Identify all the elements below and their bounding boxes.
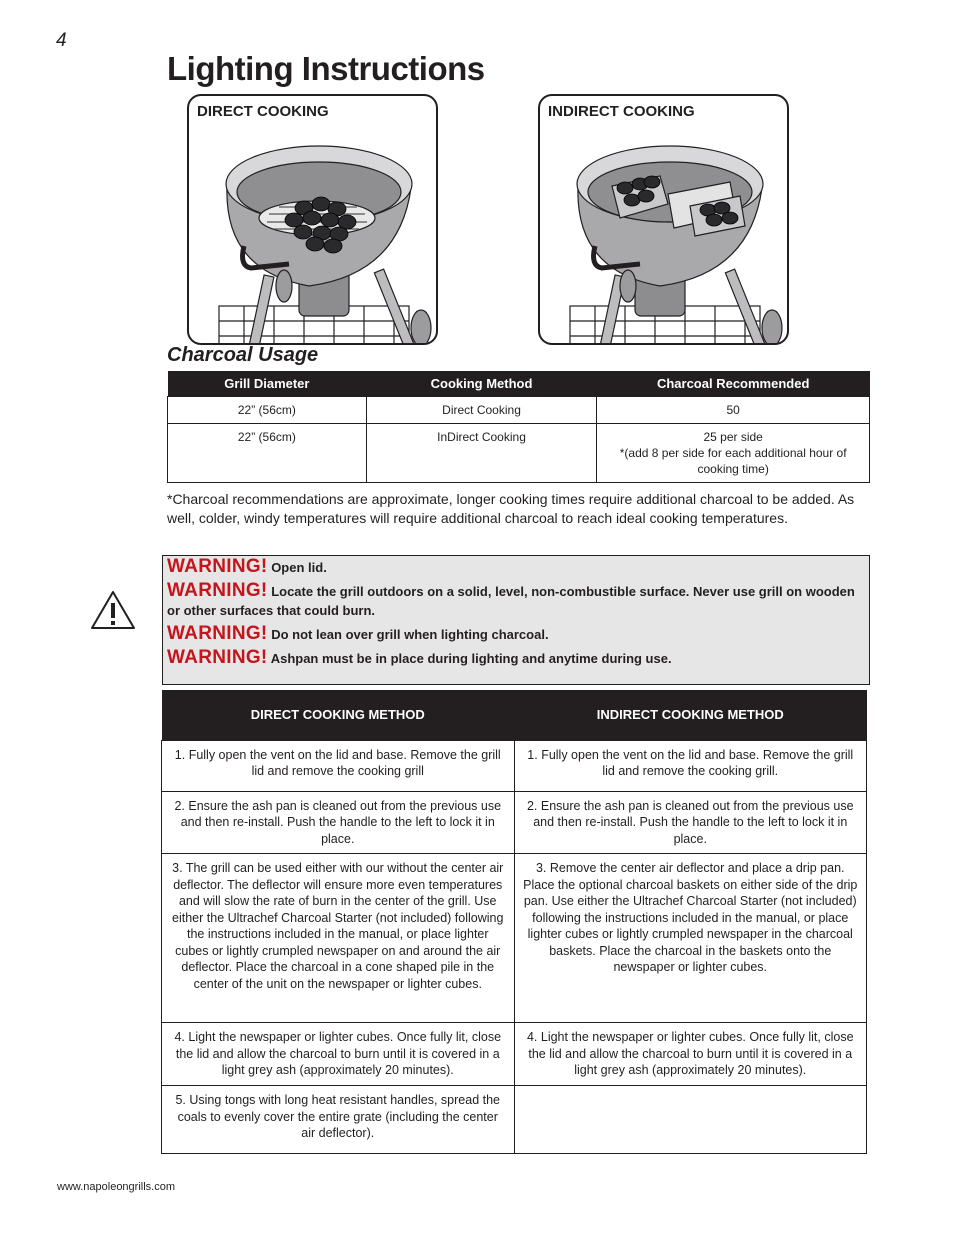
indirect-step: 1. Fully open the vent on the lid and base. Remove the grill lid and remove the cooking grill. [514, 740, 867, 791]
column-header: Charcoal Recommended [597, 371, 870, 396]
warning-text: Locate the grill outdoors on a solid, level, non-combustible surface. Never use grill on wooden or other surfaces that could burn. [167, 584, 855, 618]
table-row [162, 854, 867, 1023]
warning-text: Ashpan must be in place during lighting and anytime during use. [270, 651, 672, 666]
page-title: Lighting Instructions [167, 50, 485, 87]
warning-label: WARNING! [167, 623, 268, 644]
direct-step: 2. Ensure the ash pan is cleaned out from the previous use and then re-install. Push the handle to the left to lock it in place. [162, 791, 515, 854]
warning-item [167, 648, 865, 668]
page-number: 4 [56, 30, 67, 51]
column-header: Grill Diameter [168, 371, 367, 396]
warning-triangle-icon [90, 590, 136, 630]
charcoal-usage-table [167, 371, 870, 483]
table-row [162, 1086, 867, 1154]
table-cell: InDirect Cooking [366, 423, 597, 482]
warning-box [162, 555, 870, 685]
kettle-grill-indirect-image [540, 96, 789, 345]
warning-item [167, 581, 865, 620]
table-cell: 22” (56cm) [168, 396, 367, 423]
indirect-cooking-illustration [538, 94, 789, 345]
table-cell: 50 [597, 396, 870, 423]
cooking-method-table [161, 690, 867, 1154]
warning-label: WARNING! [167, 647, 268, 668]
indirect-step: 3. Remove the center air deflector and place a drip pan. Place the optional charcoal baskets on either side of the drip pan. Use either the Ultrachef Charcoal Starter (not included) following the instructions included in the manual, or place lighter cubes or lightly crumpled newspaper in the charcoal baskets. Place the charcoal in the baskets onto the newspaper or lighter cubes. [514, 854, 867, 1023]
table-row [162, 1023, 867, 1086]
direct-cooking-illustration [187, 94, 438, 345]
table-header-row [162, 690, 867, 740]
direct-step: 1. Fully open the vent on the lid and base. Remove the grill lid and remove the cooking grill [162, 740, 515, 791]
table-row [168, 423, 870, 482]
table-header-row [168, 371, 870, 396]
indirect-step [514, 1086, 867, 1154]
table-cell: Direct Cooking [366, 396, 597, 423]
illustration-label-indirect: INDIRECT COOKING [548, 103, 695, 120]
kettle-grill-direct-image [189, 96, 438, 345]
table-row [162, 791, 867, 854]
warning-label: WARNING! [167, 556, 268, 577]
indirect-step: 2. Ensure the ash pan is cleaned out from the previous use and then re-install. Push the handle to the left to lock it in place. [514, 791, 867, 854]
table-cell: 22” (56cm) [168, 423, 367, 482]
warning-item [167, 557, 865, 577]
illustration-label-direct: DIRECT COOKING [197, 103, 329, 120]
charcoal-usage-title: Charcoal Usage [167, 344, 319, 366]
table-cell: 25 per side *(add 8 per side for each additional hour of cooking time) [597, 423, 870, 482]
direct-step: 5. Using tongs with long heat resistant handles, spread the coals to evenly cover the entire grate (including the center air deflector). [162, 1086, 515, 1154]
warning-label: WARNING! [167, 580, 268, 601]
indirect-step: 4. Light the newspaper or lighter cubes. Once fully lit, close the lid and allow the charcoal to burn until it is covered in a light grey ash (approximately 20 minutes). [514, 1023, 867, 1086]
table-row [162, 740, 867, 791]
column-header: INDIRECT COOKING METHOD [514, 690, 867, 740]
charcoal-footnote: *Charcoal recommendations are approximate, longer cooking times require additional charcoal to be added. As well, colder, windy temperatures will require additional charcoal to reach ideal cooking temperatures. [167, 491, 855, 526]
column-header: Cooking Method [366, 371, 597, 396]
direct-step: 4. Light the newspaper or lighter cubes. Once fully lit, close the lid and allow the charcoal to burn until it is covered in a light grey ash (approximately 20 minutes). [162, 1023, 515, 1086]
warning-item [167, 624, 865, 644]
column-header: DIRECT COOKING METHOD [162, 690, 515, 740]
footer-url: www.napoleongrills.com [57, 1181, 175, 1193]
warning-text: Do not lean over grill when lighting charcoal. [271, 627, 549, 642]
table-row [168, 396, 870, 423]
warning-text: Open lid. [271, 560, 327, 575]
direct-step: 3. The grill can be used either with our without the center air deflector. The deflector will ensure more even temperatures and will slow the rate of burn in the center of the grill. Use either the Ultrachef Charcoal Starter (not included) following the instructions included in the manual, or place lighter cubes or lightly crumpled newspaper on and around the air deflector. Place the charcoal in a cone shaped pile in the center of the unit on the newspaper or lighter cubes. [162, 854, 515, 1023]
